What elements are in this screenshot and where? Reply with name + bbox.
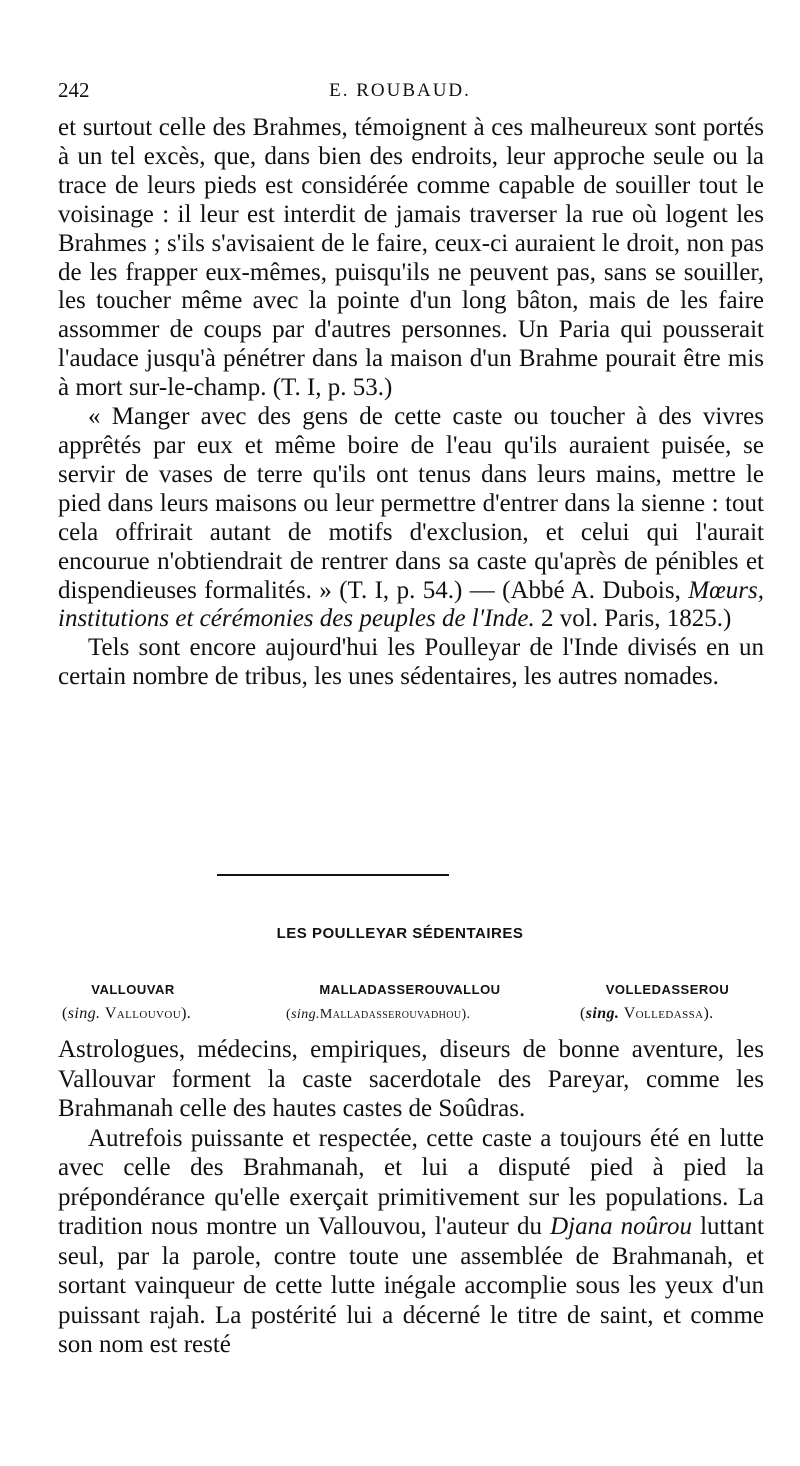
page-number: 242 (58, 78, 90, 102)
tribe-singular-volledasserou: (sing. Volledassa). (580, 1005, 714, 1022)
tribe-name-vallouvar: VALLOUVAR (91, 982, 175, 997)
tribe-singular-malladasserouvallou: (sing.Malladasserouvadhou). (286, 1007, 471, 1022)
singular-form: Malladasserouvadhou (319, 1007, 462, 1022)
bottom-text-block (58, 1035, 764, 1360)
section-title: LES POULLEYAR SÉDENTAIRES (276, 925, 524, 942)
book-title: Mœurs, institutions et cérémonies des peuples de l'Inde. (58, 576, 764, 633)
quote-text: « Manger avec des gens de cette caste ou toucher à des vivres apprêtés par eux et même boire de l'eau qu'ils auraient puisée, se servir de vases de terre qu'ils ont tenus dans leurs mains, mettre le pied dans leurs maisons ou leur permettre d'entrer dans la sienne : tout cela offrirait autant de motifs d'exclusion, et celui qui l'aurait encourue n'obtiendrait de rentrer dans sa caste qu'après de pénibles et dispendieuses formalités. » (T. I, p. 54.) — (Abbé A. Dubois, (58, 403, 764, 604)
paragraph-continuation: et surtout celle des Brahmes, témoignent à ces malheureux sont portés à un tel excès, que, dans bien des endroits, leur approche seule ou la trace de leurs pieds est considérée comme capable de souiller tout le voisinage : il leur est interdit de jamais traverser la rue où logent les Brahmes ; s'ils s'avisaient de le faire, ceux-ci auraient le droit, non pas de les frapper eux-mêmes, puisqu'ils ne peuvent pas, sans se souiller, les toucher même avec la pointe d'un long bâton, mais de les faire assommer de coups par d'autres personnes. Un Paria qui pousserait l'audace jusqu'à pénétrer dans la maison d'un Brahme pourait être mis à mort sur-le-champ. (T. I, p. 53.) (58, 114, 764, 402)
top-text-block (58, 114, 764, 692)
page-header (0, 78, 800, 108)
tribe-name-volledasserou: VOLLEDASSEROU (605, 982, 730, 997)
singular-label: sing. (585, 1005, 620, 1022)
work-title: Djana noûrou (550, 1213, 692, 1240)
singular-label: sing. (67, 1005, 101, 1022)
running-head: E. ROUBAUD. (329, 80, 471, 101)
paragraph-vallouvar-intro: Astrologues, médecins, empiriques, diseurs de bonne aventure, les Vallouvar forment la caste sacerdotale des Pareyar, comme les Brahmanah celle des hautes castes de Soûdras. (58, 1036, 764, 1122)
singular-label: sing. (291, 1007, 320, 1022)
tribe-name-malladasserouvallou: MALLADASSEROUVALLOU (319, 982, 501, 997)
paragraph-quote (58, 403, 764, 634)
quote-citation: 2 vol. Paris, 1825.) (534, 605, 732, 633)
section-divider (217, 874, 449, 876)
tribe-singular-vallouvar: (sing. Vallouvou). (62, 1005, 192, 1022)
paragraph-vallouvar-history: Autrefois puissante et respectée, cette caste a toujours été en lutte avec celle des Brahmanah, et lui a disputé pied à pied la prépondérance qu'elle exerçait primitivement sur les populations. La tradition nous montre un Vallouvou, l'auteur du Djana noûrou luttant seul, par la parole, contre toute une assemblée de Brahmanah, et sortant vainqueur de cette lutte inégale accomplie sous les yeux d'un puissant rajah. La postérité lui a décerné le titre de saint, et comme son nom est resté (58, 1124, 764, 1358)
singular-form: Vallouvou (104, 1005, 182, 1022)
singular-form: Volledassa (623, 1005, 704, 1022)
paragraph-summary: Tels sont encore aujourd'hui les Poulleyar de l'Inde divisés en un certain nombre de tribus, les unes sédentaires, les autres nomades. (58, 634, 764, 691)
